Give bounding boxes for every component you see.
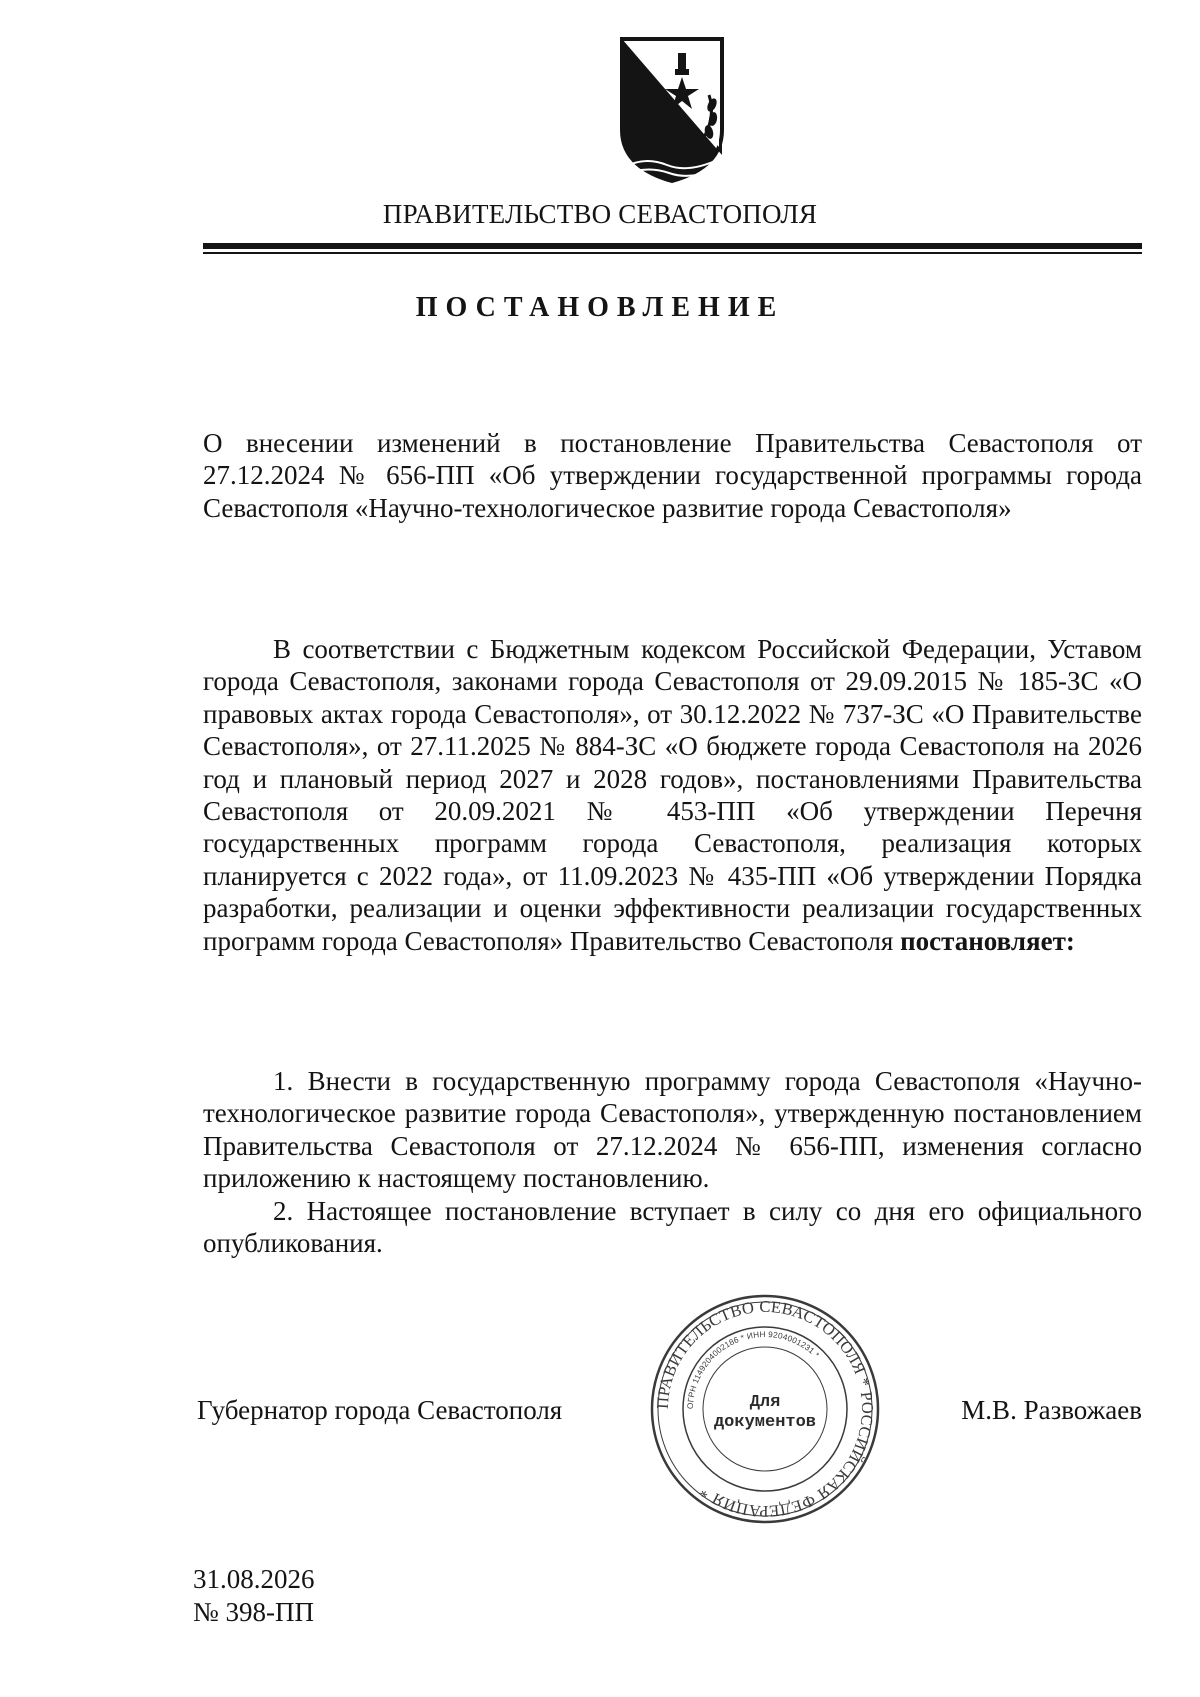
official-seal-icon [648,1292,882,1526]
organization-name: ПРАВИТЕЛЬСТВО СЕВАСТОПОЛЯ [382,199,818,229]
header-rule-thick [203,243,1142,249]
document-subject: О внесении изменений в постановление Правительства Севастополя от 27.12.2024 № 656-ПП «Об утверждении государственной программы города Севастополя «Научно-технологическое развитие города Севастополя» [203,428,1142,523]
header-rule-thin [203,252,1142,254]
seal-inner-text: ОГРН 1149204002186 * ИНН 9204001231 * [685,1329,821,1410]
resolution-item: 2. Настоящее постановление вступает в силу со дня его официального опубликования. [203,1195,1142,1259]
seal-outer-text: ПРАВИТЕЛЬСТВО СЕВАСТОПОЛЯ * РОССИЙСКАЯ ФЕДЕРАЦИЯ * [652,1296,878,1522]
document-date: 31.08.2026 [193,1564,315,1594]
document-type-title: ПОСТАНОВЛЕНИЕ [415,292,785,323]
preamble-text: В соответствии с Бюджетным кодексом Российской Федерации, Уставом города Севастополя, законами города Севастополя от 29.09.2015 № 185-ЗС «О правовых актах города Севастополя», от 30.12.2022 № 737-ЗС «О Правительстве Севастополя», от 27.11.2025 № 884-ЗС «О бюджете города Севастополя на 2026 год и плановый период 2027 и 2028 годов», постановлениями Правительства Севастополя от 20.09.2021 № 453-ПП «Об утверждении Перечня государственных программ города Севастополя, реализация которых планируется с 2022 года», от 11.09.2023 № 435-ПП «Об утверждении Порядка разработки, реализации и оценки эффективности реализации государственных программ города Севастополя» Правительство Севастополя [203,634,1142,956]
resolution-items [203,1065,1142,1259]
sevastopol-coat-of-arms-icon [617,35,727,185]
resolution-item: 1. Внести в государственную программу города Севастополя «Научно-технологическое развитие города Севастополя», утвержденную постановлением Правительства Севастополя от 27.12.2024 № 656-ПП, изменения согласно приложению к настоящему постановлению. [203,1066,1142,1194]
preamble-paragraph [203,633,1142,957]
preamble-verb: постановляет: [900,925,1075,956]
signer-name: М.В. Развожаев [961,1395,1142,1425]
seal-center-line2: документов [713,1413,817,1432]
signer-position: Губернатор города Севастополя [197,1395,563,1425]
seal-center-line1: Для [749,1393,781,1412]
document-number: № 398-ПП [193,1597,314,1627]
